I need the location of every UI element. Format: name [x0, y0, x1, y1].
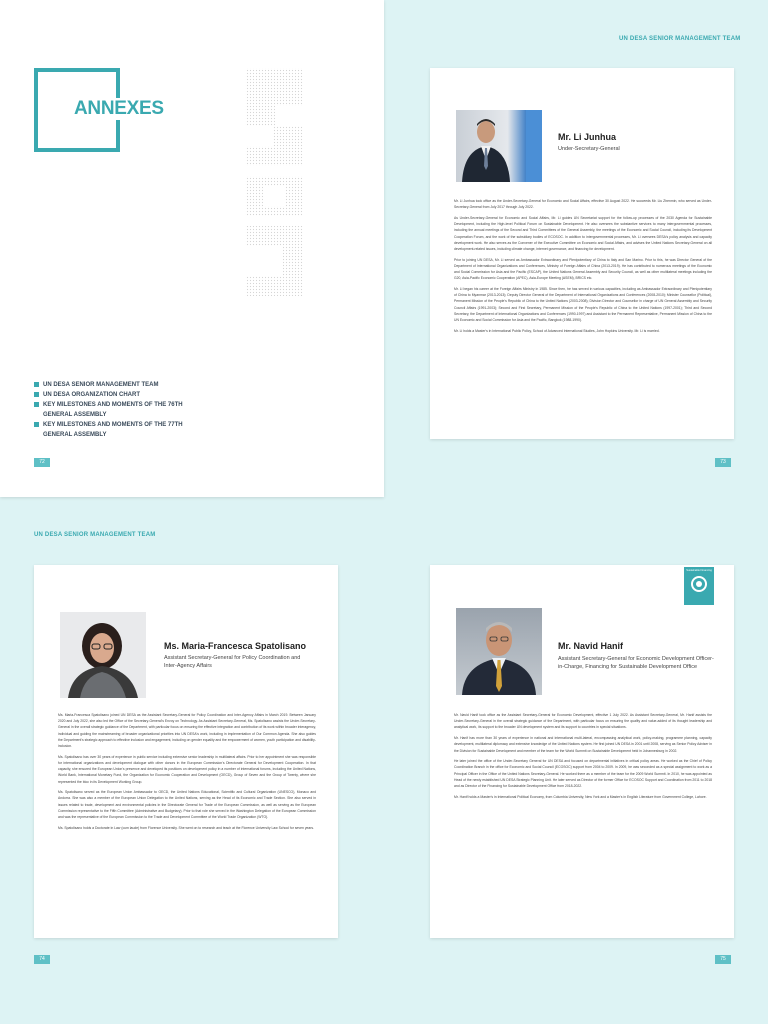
list-item[interactable]: KEY MILESTONES AND MOMENTS OF THE 77TH GENERAL ASSEMBLY	[34, 420, 194, 440]
bullet-square-icon	[34, 392, 39, 397]
page-number: 72	[34, 458, 50, 467]
bio-paragraph: Mr. Hanif holds a Master's in International Political Economy, from Columbia University, New York and a Master's in English Literature from Government College, Lahore.	[454, 794, 707, 799]
bio-paragraph: Prior to joining UN DESA, Mr. Li served as Ambassador Extraordinary and Plenipotentiary of China to Italy and San Marino. Prior to this, he was Director General of the Department of International Organizations and Conferences, Ministry of Foreign Affairs of China (2013-2019). He has contributed to numerous meetings of the Economic and Social Commission for Asia and the Pacific (ESCAP), the United Nations General Assembly and Security Council, as well as other multilateral meetings including the G20, Asia-Pacific Economic Cooperation (APEC), Asia-Europe Meeting (ASEM), BRICS etc.	[454, 257, 712, 281]
annexes-list	[34, 380, 194, 440]
bio-paragraph: Ms. Maria-Francesca Spatolisano joined UN DESA as the Assistant Secretary-General for Policy Coordination and Inter-Agency Affairs in March 2019. Between January 2020 and July 2022, she also led the Office of the Secretary-General's Envoy on Technology. As Assistant Secretary-General, Ms. Spatolisano assists the Under-Secretary-General in the overall strategic guidance of the Department, with particular focus on ensuring the effective integration and contribution of its work within broader interagency, individual and guiding the mainstreaming of broader organizational priorities into UN DESA's work, including in implementation of Our Common Agenda. She also guides the Department's strategic approach to effective inclusion and engagement, including on gender equality and the empowerment of women, youth participation and disability-inclusion.	[58, 713, 316, 749]
bio-paragraph: As Under-Secretary-General for Economic and Social Affairs, Mr. Li guides UN Secretariat support for the follow-up processes of the 2030 Agenda for Sustainable Development, including the High-level Political Forum on Sustainable Development. He also oversees the substantive services to many intergovernmental processes, including the annual meetings of the Second and Third Committees of the General Assembly, the meetings of the Economic and Social Council, including its Development Cooperation Forum, and the work of the subsidiary bodies of ECOSOC. In addition to intergovernmental processes, Mr. Li oversees DESA's policy analysis and capacity development work. He also serves as the Convener of the Executive Committee on Economic and Social Affairs, and advises the United Nations Secretary-General on all development-related issues, including climate change, internet governance, and financing for development.	[454, 215, 712, 251]
bio-paragraph: Mr. Li holds a Master's in International Public Policy, School of Advanced International Studies, John Hopkins University. Mr. Li is married.	[454, 328, 660, 333]
list-item[interactable]: UN DESA ORGANIZATION CHART	[34, 390, 194, 400]
person-title: Assistant Secretary-General for Policy Coordination and Inter-Agency Affairs	[164, 655, 301, 669]
bio-paragraph: Mr. Hanif has more than 30 years of experience in national and international multi-lateral, encompassing analytical work, policy-making, programme planning, capacity development, multilateral diplomacy and extensive knowledge of the United Nations system. He first joined UN DESA in 2001 until 2008, serving as Senior Policy Adviser in the Division for Sustainable Development and member of the team for the World Summit on Sustainable Development held in Johannesburg in 2002.	[454, 736, 712, 753]
bio-paragraph: Ms. Spatolisano holds a Doctorate in Law (cum laude) from Florence University. She went on to research and teach at the Florence University Law School for seven years.	[58, 825, 315, 830]
portrait-photo	[456, 608, 542, 695]
bio-paragraph: Mr. Li Junhua took office as the Under-Secretary-General for Economic and Social Affairs, effective 30 August 2022. He succeeds Mr. Liu Zhenmin, who served as Under-Secretary-General from July 2017 through July 2022.	[454, 199, 712, 210]
list-item[interactable]: UN DESA SENIOR MANAGEMENT TEAM	[34, 380, 194, 390]
person-name: Ms. Maria-Francesca Spatolisano	[164, 641, 307, 651]
bullet-square-icon	[34, 382, 39, 387]
profile-card-hanif	[430, 565, 734, 938]
running-head: UN DESA SENIOR MANAGEMENT TEAM	[34, 532, 156, 538]
profile-card-spatolisano	[34, 565, 338, 938]
annexes-title: ANNEXES	[74, 98, 164, 119]
financing-ring-icon	[691, 576, 707, 592]
badge-label: Sustainable Financing	[686, 569, 712, 572]
person-title: Under-Secretary-General	[558, 146, 620, 152]
sustainable-financing-badge	[684, 567, 714, 605]
bio-paragraph: He later joined the office of the Under-Secretary General for UN DESA and focused on departmental initiatives in critical policy areas. He worked as the Chief of Policy Coordination Branch in the office for Economic and Social Council (ECOSOC) support from 2004 to 2009. In 2009, he was seconded as a special assignment to work as a Principal Officer in the Office of the United Nations Secretary-General. He worked there as a member of the team for the 2009 World Summit. In 2010, he was appointed as Head of the newly established UN DESA Strategic Planning Unit. He later served as Director of the former Office for ECOSOC Support and Coordination from 2011 to 2018 and as Director of the Financing for Sustainable Development Office from 2018-2022.	[454, 759, 712, 789]
page-number: 74	[34, 955, 50, 964]
person-name: Mr. Li Junhua	[558, 132, 617, 142]
bullet-square-icon	[34, 402, 39, 407]
portrait-photo	[60, 612, 146, 698]
biography	[454, 198, 712, 338]
bullet-square-icon	[34, 422, 39, 427]
profile-card-li-junhua	[430, 68, 734, 439]
annexes-page	[0, 0, 384, 497]
page-number: 73	[715, 458, 731, 467]
list-item[interactable]: KEY MILESTONES AND MOMENTS OF THE 76TH GENERAL ASSEMBLY	[34, 400, 194, 420]
bio-paragraph: Mr. Navid Hanif took office as the Assistant Secretary-General for Economic Development, effective 1 July 2022. As Assistant Secretary-General, Mr. Hanif assists the Under-Secretary-General in the overall strategic guidance of the Department, with particular focus on ensuring the quality and value-added of its thought leadership and analytical work, its support to the broader UN development system and its support to countries in special situations.	[454, 713, 712, 730]
person-name: Mr. Navid Hanif	[558, 641, 624, 651]
biography	[58, 712, 316, 835]
bio-paragraph: Ms. Spatolisano served as the European Union Ambassador to OECD, the United Nations Educational, Scientific and Cultural Organization (UNESCO), Monaco and Andorra. She was also a member of the European Union Delegation to the United Nations, serving as the Head of its Economic and Trade Section. She also served in issues related to trade, development and environmental policies in the Directorate General for Trade of the European Commission, as well as serving as the European Commission representative to the Fifth Committee (Administrative and Budgetary). Prior to that role she served in the Washington Delegation of the European Commission and was the representative of the European Commission to the Trade and Development Committee of the World Trade Organization (WTO).	[58, 790, 316, 820]
page-number: 75	[715, 955, 731, 964]
portrait-photo	[456, 110, 542, 182]
dotted-decoration-icon	[243, 66, 305, 298]
person-title: Assistant Secretary-General for Economic Development Officer-in-Charge, Financing for Sustainable Development Office	[558, 656, 714, 670]
biography	[454, 712, 712, 804]
bio-paragraph: Mr. Li began his career at the Foreign Affairs Ministry in 1985. Since then, he has served in various capacities, including as Ambassador Extraordinary and Plenipotentiary of China to Myanmar (2013-2013); Deputy Director General of the Department of International Organizations and Conferences (2008-2010); Minister Counsellor (Political), Permanent Mission of the People's Republic of China to the United Nations (2003-2008); Division Director and Counsellor in charge of UN General Assembly and Security Council Affairs (1991-2003); Second and First Secretary, Permanent Mission of the People's Republic of China to the United Nations (1997-2001); Third and Second Secretary, the Department of International Organizations and Conferences (1990-1997) and Assistant to the Permanent Representative, Permanent Mission of China to the UN Economic and Social Commission for Asia and the Pacific, Bangkok (1988-1990).	[454, 286, 712, 322]
running-head: UN DESA SENIOR MANAGEMENT TEAM	[619, 36, 741, 42]
bio-paragraph: Ms. Spatolisano has over 30 years of experience in public service including extensive senior leadership in multilateral affairs. Prior to her appointment she was responsible for international organizations and development dialogue with other donors in the European Commission's Directorate General for Development Cooperation. In that capacity, she ensured the European Union's presence and developed its positions on development policy in a number of international forums, including the United Nations, World Bank, International Monetary Fund, the Organization for Economic Cooperation and Development (OECD), Group of Seven and the Group of Twenty, where she represented the bloc in its Development Working Group.	[58, 754, 316, 784]
